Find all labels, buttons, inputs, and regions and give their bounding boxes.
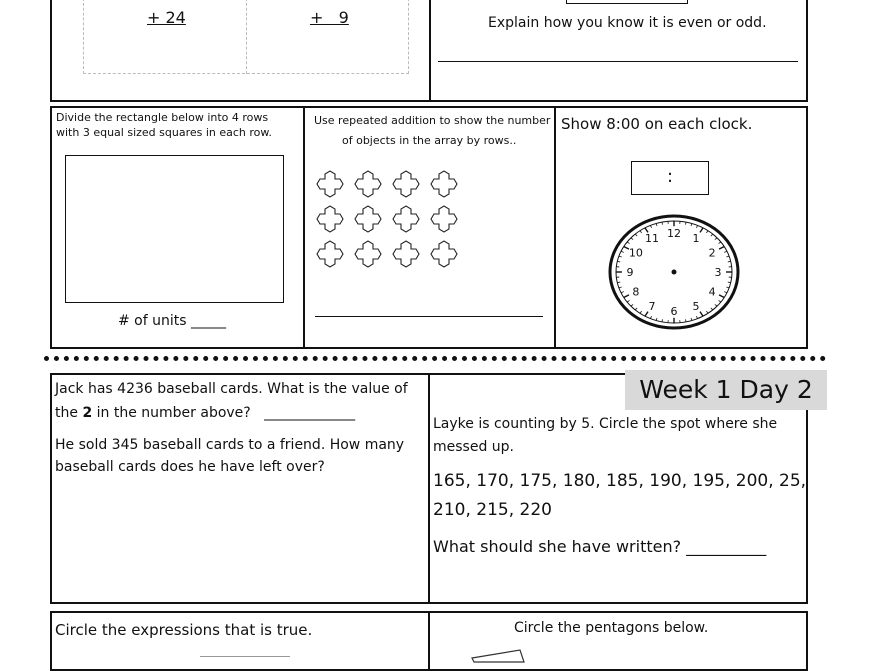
clock-tick (635, 308, 637, 310)
clock-tick (621, 292, 624, 293)
clock-tick (656, 318, 657, 320)
rectangle-instruction-1: Divide the rectangle below into 4 rows (56, 110, 268, 126)
baseball-line-2: the 2 in the number above? _____________ (55, 402, 355, 424)
array-answer-line (315, 316, 543, 317)
clock-tick (696, 225, 697, 227)
draw-rectangle[interactable] (65, 155, 284, 303)
expressions-instruction: Circle the expressions that is true. (55, 619, 312, 641)
clock-tick (718, 242, 720, 244)
digital-clock-box[interactable]: : (631, 161, 709, 195)
clock-tick (631, 304, 633, 306)
clock-number: 9 (627, 266, 634, 279)
addend-a: + 24 (147, 8, 186, 27)
baseball-line-1: Jack has 4236 baseball cards. What is the value of (55, 378, 408, 400)
clock-tick (726, 287, 729, 288)
counting-question: What should she have written? __________ (433, 536, 766, 558)
analog-clock[interactable] (608, 215, 740, 330)
expression-partial (200, 656, 290, 661)
clock-number: 8 (632, 286, 639, 299)
clock-number: 6 (671, 305, 678, 318)
clock-tick (724, 292, 727, 293)
clock-number: 11 (645, 232, 659, 245)
clock-tick (619, 287, 622, 288)
sequence-line-1: 165, 170, 175, 180, 185, 190, 195, 200, 25, (433, 468, 806, 494)
clock-tick (621, 251, 624, 252)
clock-number: 4 (709, 286, 716, 299)
clock-tick (662, 319, 663, 322)
clock-tick (711, 234, 713, 236)
clock-tick (656, 223, 657, 225)
clock-number: 10 (629, 247, 643, 260)
clock-tick (640, 231, 642, 233)
clock-tick (685, 319, 686, 322)
clock-tick (696, 316, 697, 318)
week-day-badge: Week 1 Day 2 (625, 370, 827, 410)
clock-tick (617, 261, 620, 262)
clock-tick (711, 308, 713, 310)
clock-tick (627, 242, 629, 244)
clock-tick (627, 300, 629, 302)
addend-b: + 9 (310, 8, 349, 27)
clock-tick (617, 282, 620, 283)
clock-tick (728, 261, 731, 262)
sequence-line-2: 210, 215, 220 (433, 497, 552, 523)
clock-tick (724, 251, 727, 252)
pentagons-instruction: Circle the pentagons below. (514, 617, 708, 639)
number-boxes-partial (566, 0, 688, 4)
clock-tick (662, 222, 663, 225)
array-instruction-2: of objects in the array by rows.. (342, 133, 516, 149)
counting-line-2: messed up. (433, 436, 514, 458)
clock-tick (691, 318, 692, 320)
clock-tick (719, 295, 724, 298)
clock-number: 1 (693, 232, 700, 245)
clock-tick (706, 311, 708, 313)
clock-tick (700, 312, 703, 317)
clock-center (672, 270, 677, 275)
clock-tick (685, 222, 686, 225)
clock-tick (691, 223, 692, 225)
clock-tick (631, 238, 633, 240)
clock-tick (619, 256, 622, 257)
clock-number: 3 (715, 266, 722, 279)
clock-number: 12 (667, 227, 681, 240)
clock-number: 2 (709, 247, 716, 260)
clock-instruction: Show 8:00 on each clock. (561, 113, 752, 135)
clock-tick (706, 231, 708, 233)
clock-tick (635, 234, 637, 236)
clock-tick (726, 256, 729, 257)
clock-tick (719, 247, 724, 250)
clock-tick (650, 225, 651, 227)
rectangle-instruction-2: with 3 equal sized squares in each row. (56, 125, 272, 141)
baseball-line-3: He sold 345 baseball cards to a friend. How many (55, 434, 404, 456)
clock-number: 7 (649, 300, 656, 313)
clock-tick (640, 311, 642, 313)
clock-number: 5 (693, 300, 700, 313)
even-odd-prompt: Explain how you know it is even or odd. (488, 12, 767, 34)
clock-tick (650, 316, 651, 318)
baseball-line-4: baseball cards does he have left over? (55, 456, 325, 478)
counting-line-1: Layke is counting by 5. Circle the spot where she (433, 413, 777, 435)
answer-line (438, 61, 798, 62)
clock-tick (715, 304, 717, 306)
units-label: # of units _____ (118, 310, 226, 332)
clock-tick (700, 228, 703, 233)
dotted-separator (44, 356, 826, 361)
clock-tick (728, 282, 731, 283)
clock-tick (624, 295, 629, 298)
array-instruction-1: Use repeated addition to show the number (314, 113, 550, 129)
clock-tick (715, 238, 717, 240)
bold-digit: 2 (82, 405, 92, 421)
clock-tick (718, 300, 720, 302)
dashed-divider (246, 0, 247, 74)
